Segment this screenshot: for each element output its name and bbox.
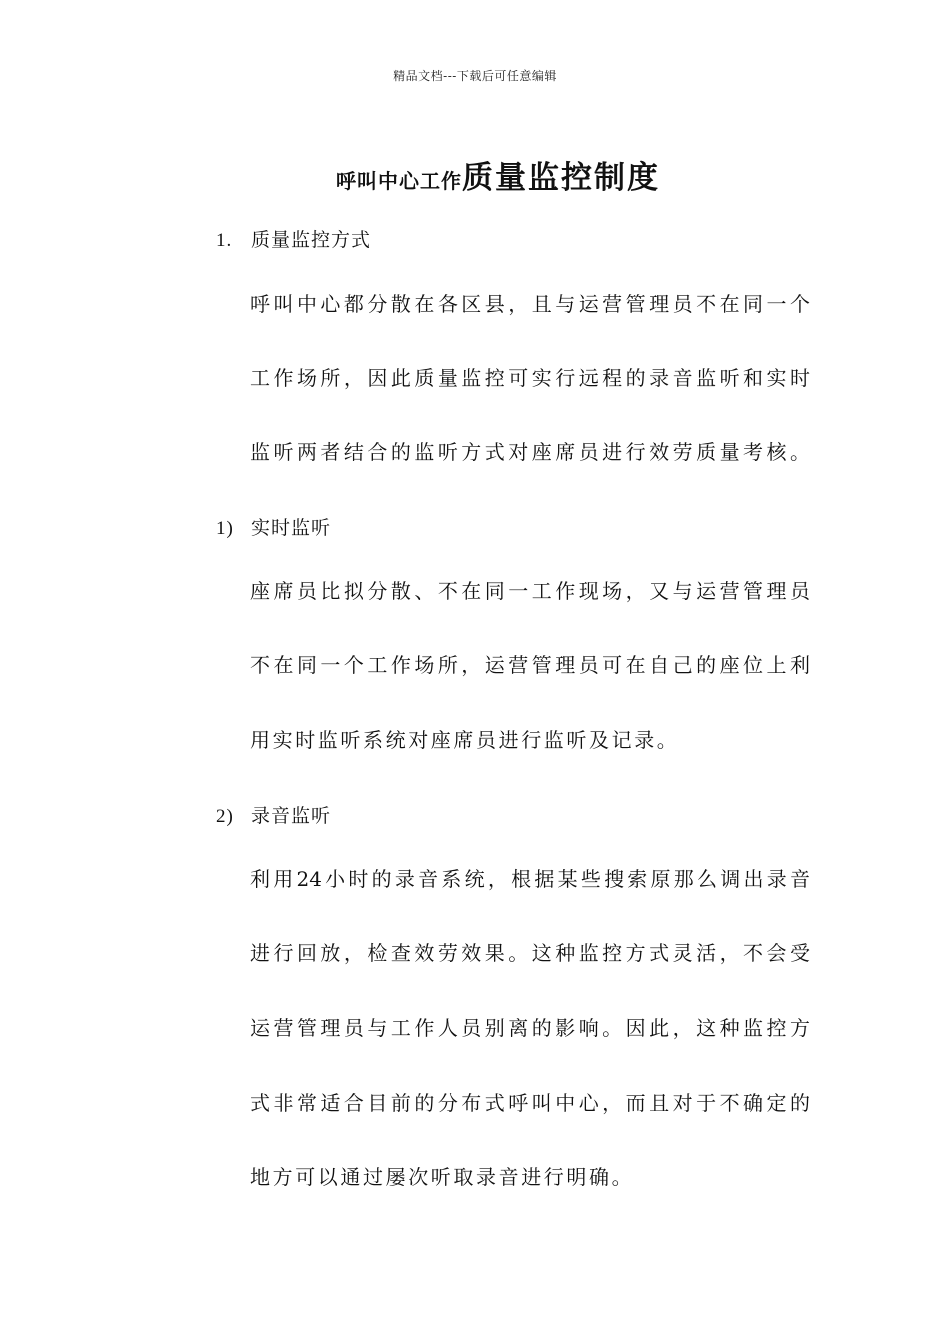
section-heading-quality-monitoring-method <box>216 225 371 252</box>
section-heading-text: 实时监听 <box>251 517 332 539</box>
paragraph-line: 呼叫中心都分散在各区县，且与运营管理员不在同一个 <box>250 292 810 316</box>
section-heading-text: 录音监听 <box>251 805 332 827</box>
section-heading-recording-monitoring <box>216 801 331 828</box>
paragraph-line: 进行回放，检查效劳效果。这种监控方式灵活，不会受 <box>250 941 810 965</box>
paragraph-line: 座席员比拟分散、不在同一工作现场，又与运营管理员 <box>250 579 810 603</box>
page-header: 精品文档---下载后可任意编辑 <box>393 69 557 83</box>
document-title <box>0 152 950 197</box>
paragraph-line: 式非常适合目前的分布式呼叫中心，而且对于不确定的 <box>250 1091 810 1115</box>
section-number: 2) <box>216 806 234 827</box>
paragraph-line: 地方可以通过屡次听取录音进行明确。 <box>250 1165 635 1189</box>
paragraph-line: 运营管理员与工作人员别离的影响。因此，这种监控方 <box>250 1016 810 1040</box>
paragraph-line: 不在同一个工作场所，运营管理员可在自己的座位上利 <box>250 653 810 677</box>
section-heading-realtime-monitoring <box>216 513 331 540</box>
paragraph-line: 用实时监听系统对座席员进行监听及记录。 <box>250 728 680 752</box>
section-heading-text: 质量监控方式 <box>251 229 372 251</box>
title-prefix: 呼叫中心工作 <box>336 169 462 193</box>
paragraph-line: 监听两者结合的监听方式对座席员进行效劳质量考核。 <box>250 440 810 464</box>
section-number: 1. <box>216 230 233 251</box>
paragraph-line: 工作场所，因此质量监控可实行远程的录音监听和实时 <box>250 366 810 390</box>
title-main: 质量监控制度 <box>462 160 660 196</box>
paragraph-line: 利用24小时的录音系统，根据某些搜索原那么调出录音 <box>250 867 810 891</box>
section-number: 1) <box>216 518 234 539</box>
